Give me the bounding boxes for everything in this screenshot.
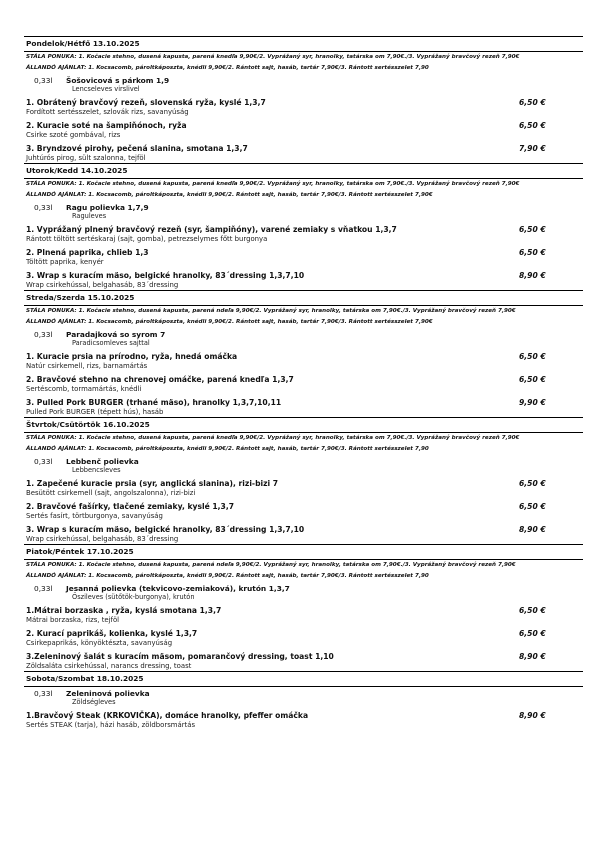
menu-item-price: 8,90 € [519, 711, 546, 720]
standing-offer-hu: ÁLLANDÓ AJÁNLAT: 1. Kocsacomb, pároltkáposzta, knédli 9,90€/2. Rántott sajt, hasáb, tartár 7,90€/3. Rántott sertésszelet 7,90 [26, 446, 429, 452]
soup-name: Lebbenč polievka [66, 457, 139, 466]
soup-text [66, 584, 290, 602]
menu-item-price: 7,90 € [519, 144, 546, 153]
soup-name-hu: Zöldségleves [72, 698, 116, 706]
menu-item-name: 1. Vyprážaný plnený bravčový rezeň (syr, šampiňóny), varené zemiaky s vňatkou 1,3,7 [26, 225, 397, 234]
soup-text [66, 689, 150, 707]
standing-offer-hu: ÁLLANDÓ AJÁNLAT: 1. Kocsacomb, pároltkáposzta, knédli 9,90€/2. Rántott sajt, hasáb, tartár 7,90€/3. Rántott sertésszelet 7,90€ [26, 192, 433, 198]
menu-item [24, 478, 583, 498]
day-section-thursday [24, 417, 583, 544]
menu-item-name: 1. Zapečené kuracie prsia (syr, anglická slanina), rizi-bizi 7 [26, 479, 279, 488]
standing-offer-sk: STÁLA PONUKA: 1. Kočacie stehno, dusená kapusta, parená ndeľa 9,90€/2. Vyprážaný syr, hranolky, tatárska om 7,90€./3. Vyprážaný bravčový rezeň 7,90€ [26, 308, 516, 314]
menu-item-line [24, 710, 583, 721]
day-header: Pondelok/Hétfő 13.10.2025 [24, 37, 583, 52]
menu-item [24, 224, 583, 244]
soup-row [24, 584, 583, 602]
menu-item-price: 6,50 € [519, 479, 546, 488]
menu-item-name-hu: Sertés STEAK (tarja), házi hasáb, zöldborsmártás [26, 721, 196, 729]
menu-item-price: 6,50 € [519, 606, 546, 615]
menu-item [24, 605, 583, 625]
soup-row [24, 330, 583, 348]
menu-item-name-hu: Pulled Pork BURGER (tépett hús), hasáb [26, 408, 164, 416]
menu-item [24, 501, 583, 521]
soup-name: Jesanná polievka (tekvicovo-zemiaková), krutón 1,3,7 [66, 584, 290, 593]
soup-text [66, 330, 165, 348]
weekly-menu [24, 36, 583, 730]
soup-row [24, 203, 583, 221]
soup-text [66, 457, 139, 475]
menu-item-name-hu: Fordított sertésszelet, szlovák rizs, savanyúság [26, 108, 189, 116]
menu-item-line [24, 120, 583, 131]
soup-row [24, 76, 583, 94]
menu-item-name: 2. Bravčové stehno na chrenovej omáčke, parená knedľa 1,3,7 [26, 375, 294, 384]
soup-volume: 0,33l [34, 76, 53, 85]
menu-item [24, 270, 583, 290]
day-header: Piatok/Péntek 17.10.2025 [24, 545, 583, 560]
soup-row [24, 457, 583, 475]
menu-item-name: 1. Obrátený bravčový rezeň, slovenská ryža, kyslé 1,3,7 [26, 98, 266, 107]
menu-item-name: 3. Wrap s kuracím mäso, belgické hranolky, 83´dressing 1,3,7,10 [26, 525, 305, 534]
soup-volume: 0,33l [34, 457, 53, 466]
day-section-friday [24, 544, 583, 671]
menu-item [24, 97, 583, 117]
menu-item-name-hu: Csirkepaprikás, könyöktészta, savanyúság [26, 639, 173, 647]
menu-item-name: 2. Plnená paprika, chlieb 1,3 [26, 248, 149, 257]
soup-volume: 0,33l [34, 330, 53, 339]
menu-item-price: 8,90 € [519, 652, 546, 661]
menu-item-price: 6,50 € [519, 629, 546, 638]
soup-name: Paradajková so syrom 7 [66, 330, 166, 339]
menu-item-price: 6,50 € [519, 375, 546, 384]
menu-item-name-hu: Zöldsaláta csirkehússal, narancs dressing, toast [26, 662, 192, 670]
menu-item [24, 374, 583, 394]
soup-name-hu: Lencseleves virslivel [72, 85, 140, 93]
menu-item-line [24, 397, 583, 408]
menu-item-name-hu: Wrap csirkehússal, belgahasáb, 83´dressing [26, 281, 179, 289]
menu-item-price: 6,50 € [519, 121, 546, 130]
menu-item [24, 710, 583, 730]
menu-item-line [24, 247, 583, 258]
soup-name: Šošovicová s párkom 1,9 [66, 76, 170, 85]
menu-item-name: 3. Wrap s kuracím mäso, belgické hranolky, 83´dressing 1,3,7,10 [26, 271, 305, 280]
menu-item-name-hu: Besütött csirkemell (sajt, angolszalonna), rizi-bizi [26, 489, 196, 497]
menu-item [24, 120, 583, 140]
menu-item-price: 9,90 € [519, 398, 546, 407]
menu-item-line [24, 270, 583, 281]
menu-item-price: 6,50 € [519, 248, 546, 257]
menu-item-name: 3.Zeleninový šalát s kuracím mäsom, pomarančový dressing, toast 1,10 [26, 652, 334, 661]
menu-item-name: 2. Kuracie soté na šampiňónoch, ryža [26, 121, 187, 130]
menu-item-price: 6,50 € [519, 352, 546, 361]
menu-item [24, 397, 583, 417]
menu-item-price: 6,50 € [519, 225, 546, 234]
menu-item-name-hu: Mátrai borzaska, rizs, tejföl [26, 616, 120, 624]
menu-item-name: 2. Bravčové fašírky, tlačené zemiaky, kyslé 1,3,7 [26, 502, 235, 511]
menu-item-line [24, 97, 583, 108]
standing-offer-hu: ÁLLANDÓ AJÁNLAT: 1. Kocsacomb, pároltkáposzta, knédli 9,90€/2. Rántott sajt, hasáb, tartár 7,90€/3. Rántott sertésszelet 7,90 [26, 573, 429, 579]
soup-name-hu: Paradicsomleves sajttal [72, 339, 150, 347]
menu-item-line [24, 224, 583, 235]
soup-text [66, 76, 169, 94]
menu-item [24, 651, 583, 671]
menu-item-line [24, 374, 583, 385]
standing-offer-sk: STÁLA PONUKA: 1. Kočacie stehno, dusená kapusta, parená ndeľa 9,90€/2. Vyprážaný syr, hranolky, tatárska om 7,90€./3. Vyprážaný bravčový rezeň 7,90€ [26, 562, 516, 568]
standing-offer-sk: STÁLA PONUKA: 1. Kočacie stehno, dusená kapusta, parená knedľa 9,90€/2. Vyprážaný syr, hranolky, tatárska om 7,90€./3. Vyprážaný bravčový rezeň 7,90€ [26, 181, 520, 187]
day-header: Sobota/Szombat 18.10.2025 [24, 672, 583, 687]
menu-item-name-hu: Csirke szoté gombával, rizs [26, 131, 121, 139]
day-section-wednesday [24, 290, 583, 417]
menu-item-name: 1.Bravčový Steak (KRKOVIČKA), domáce hranolky, pfeffer omáčka [26, 711, 309, 720]
menu-item-name-hu: Juhtúrós pirog, sült szalonna, tejföl [26, 154, 146, 162]
soup-volume: 0,33l [34, 689, 53, 698]
menu-item-name-hu: Wrap csirkehússal, belgahasáb, 83´dressing [26, 535, 179, 543]
soup-volume: 0,33l [34, 203, 53, 212]
menu-item-name-hu: Rántott töltött sertéskaraj (sajt, gomba), petrezselymes főtt burgonya [26, 235, 268, 243]
soup-text [66, 203, 149, 221]
soup-name: Ragu polievka 1,7,9 [66, 203, 149, 212]
menu-item-line [24, 605, 583, 616]
day-header: Utorok/Kedd 14.10.2025 [24, 164, 583, 179]
menu-item-line [24, 351, 583, 362]
menu-item-name-hu: Töltött paprika, kenyér [26, 258, 104, 266]
standing-offer-hu: ÁLLANDÓ AJÁNLAT: 1. Kocsacomb, pároltkáposzta, knédli 9,90€/2. Rántott sajt, hasáb, tartár 7,90€/3. Rántott sertésszelet 7,90 [26, 65, 429, 71]
standing-offer-hu: ÁLLANDÓ AJÁNLAT: 1. Kocsacomb, pároltkáposzta, knédli 9,90€/2. Rántott sajt, hasáb, tartár 7,90€/3. Rántott sertésszelet 7,90€ [26, 319, 433, 325]
day-section-tuesday [24, 163, 583, 290]
menu-item-name: 3. Pulled Pork BURGER (trhané mäso), hranolky 1,3,7,10,11 [26, 398, 282, 407]
menu-item-price: 6,50 € [519, 98, 546, 107]
day-header: Streda/Szerda 15.10.2025 [24, 291, 583, 306]
soup-row [24, 689, 583, 707]
soup-name-hu: Őszileves (sütőtök-burgonya), krutón [72, 593, 195, 601]
menu-item [24, 143, 583, 163]
day-section-saturday [24, 671, 583, 730]
menu-item-name: 2. Kurací paprikáš, kolienka, kyslé 1,3,7 [26, 629, 198, 638]
menu-item-line [24, 524, 583, 535]
standing-offer-sk: STÁLA PONUKA: 1. Kočacie stehno, dusená kapusta, parená knedľa 9,90€/2. Vyprážaný syr, hranolky, tatárska om 7,90€./3. Vyprážaný bravčový rezeň 7,90€ [26, 54, 520, 60]
standing-offer-sk: STÁLA PONUKA: 1. Kočacie stehno, dusená kapusta, parená knedľa 9,90€/2. Vyprážaný syr, hranolky, tatárska om 7,90€./3. Vyprážaný bravčový rezeň 7,90€ [26, 435, 520, 441]
menu-item-name: 1. Kuracie prsia na prírodno, ryža, hnedá omáčka [26, 352, 238, 361]
menu-item-line [24, 143, 583, 154]
soup-name-hu: Raguleves [72, 212, 107, 220]
menu-item-line [24, 651, 583, 662]
menu-item-name: 3. Bryndzové pirohy, pečená slanina, smotana 1,3,7 [26, 144, 248, 153]
soup-name: Zeleninová polievka [66, 689, 150, 698]
menu-item-name-hu: Sertés fasírt, törtburgonya, savanyúság [26, 512, 163, 520]
day-section-monday [24, 36, 583, 163]
menu-item [24, 524, 583, 544]
menu-item-line [24, 501, 583, 512]
soup-volume: 0,33l [34, 584, 53, 593]
menu-item-name: 1.Mátrai borzaska , ryža, kyslá smotana 1,3,7 [26, 606, 222, 615]
day-header: Štvrtok/Csütörtök 16.10.2025 [24, 418, 583, 433]
soup-name-hu: Lebbencsleves [72, 466, 121, 474]
menu-item-name-hu: Sertéscomb, tormamártás, knédli [26, 385, 142, 393]
menu-item-line [24, 478, 583, 489]
menu-item-price: 8,90 € [519, 271, 546, 280]
menu-item [24, 351, 583, 371]
menu-item-name-hu: Natúr csirkemell, rizs, barnamártás [26, 362, 148, 370]
menu-item-price: 6,50 € [519, 502, 546, 511]
menu-item [24, 247, 583, 267]
menu-item [24, 628, 583, 648]
menu-item-line [24, 628, 583, 639]
menu-item-price: 8,90 € [519, 525, 546, 534]
